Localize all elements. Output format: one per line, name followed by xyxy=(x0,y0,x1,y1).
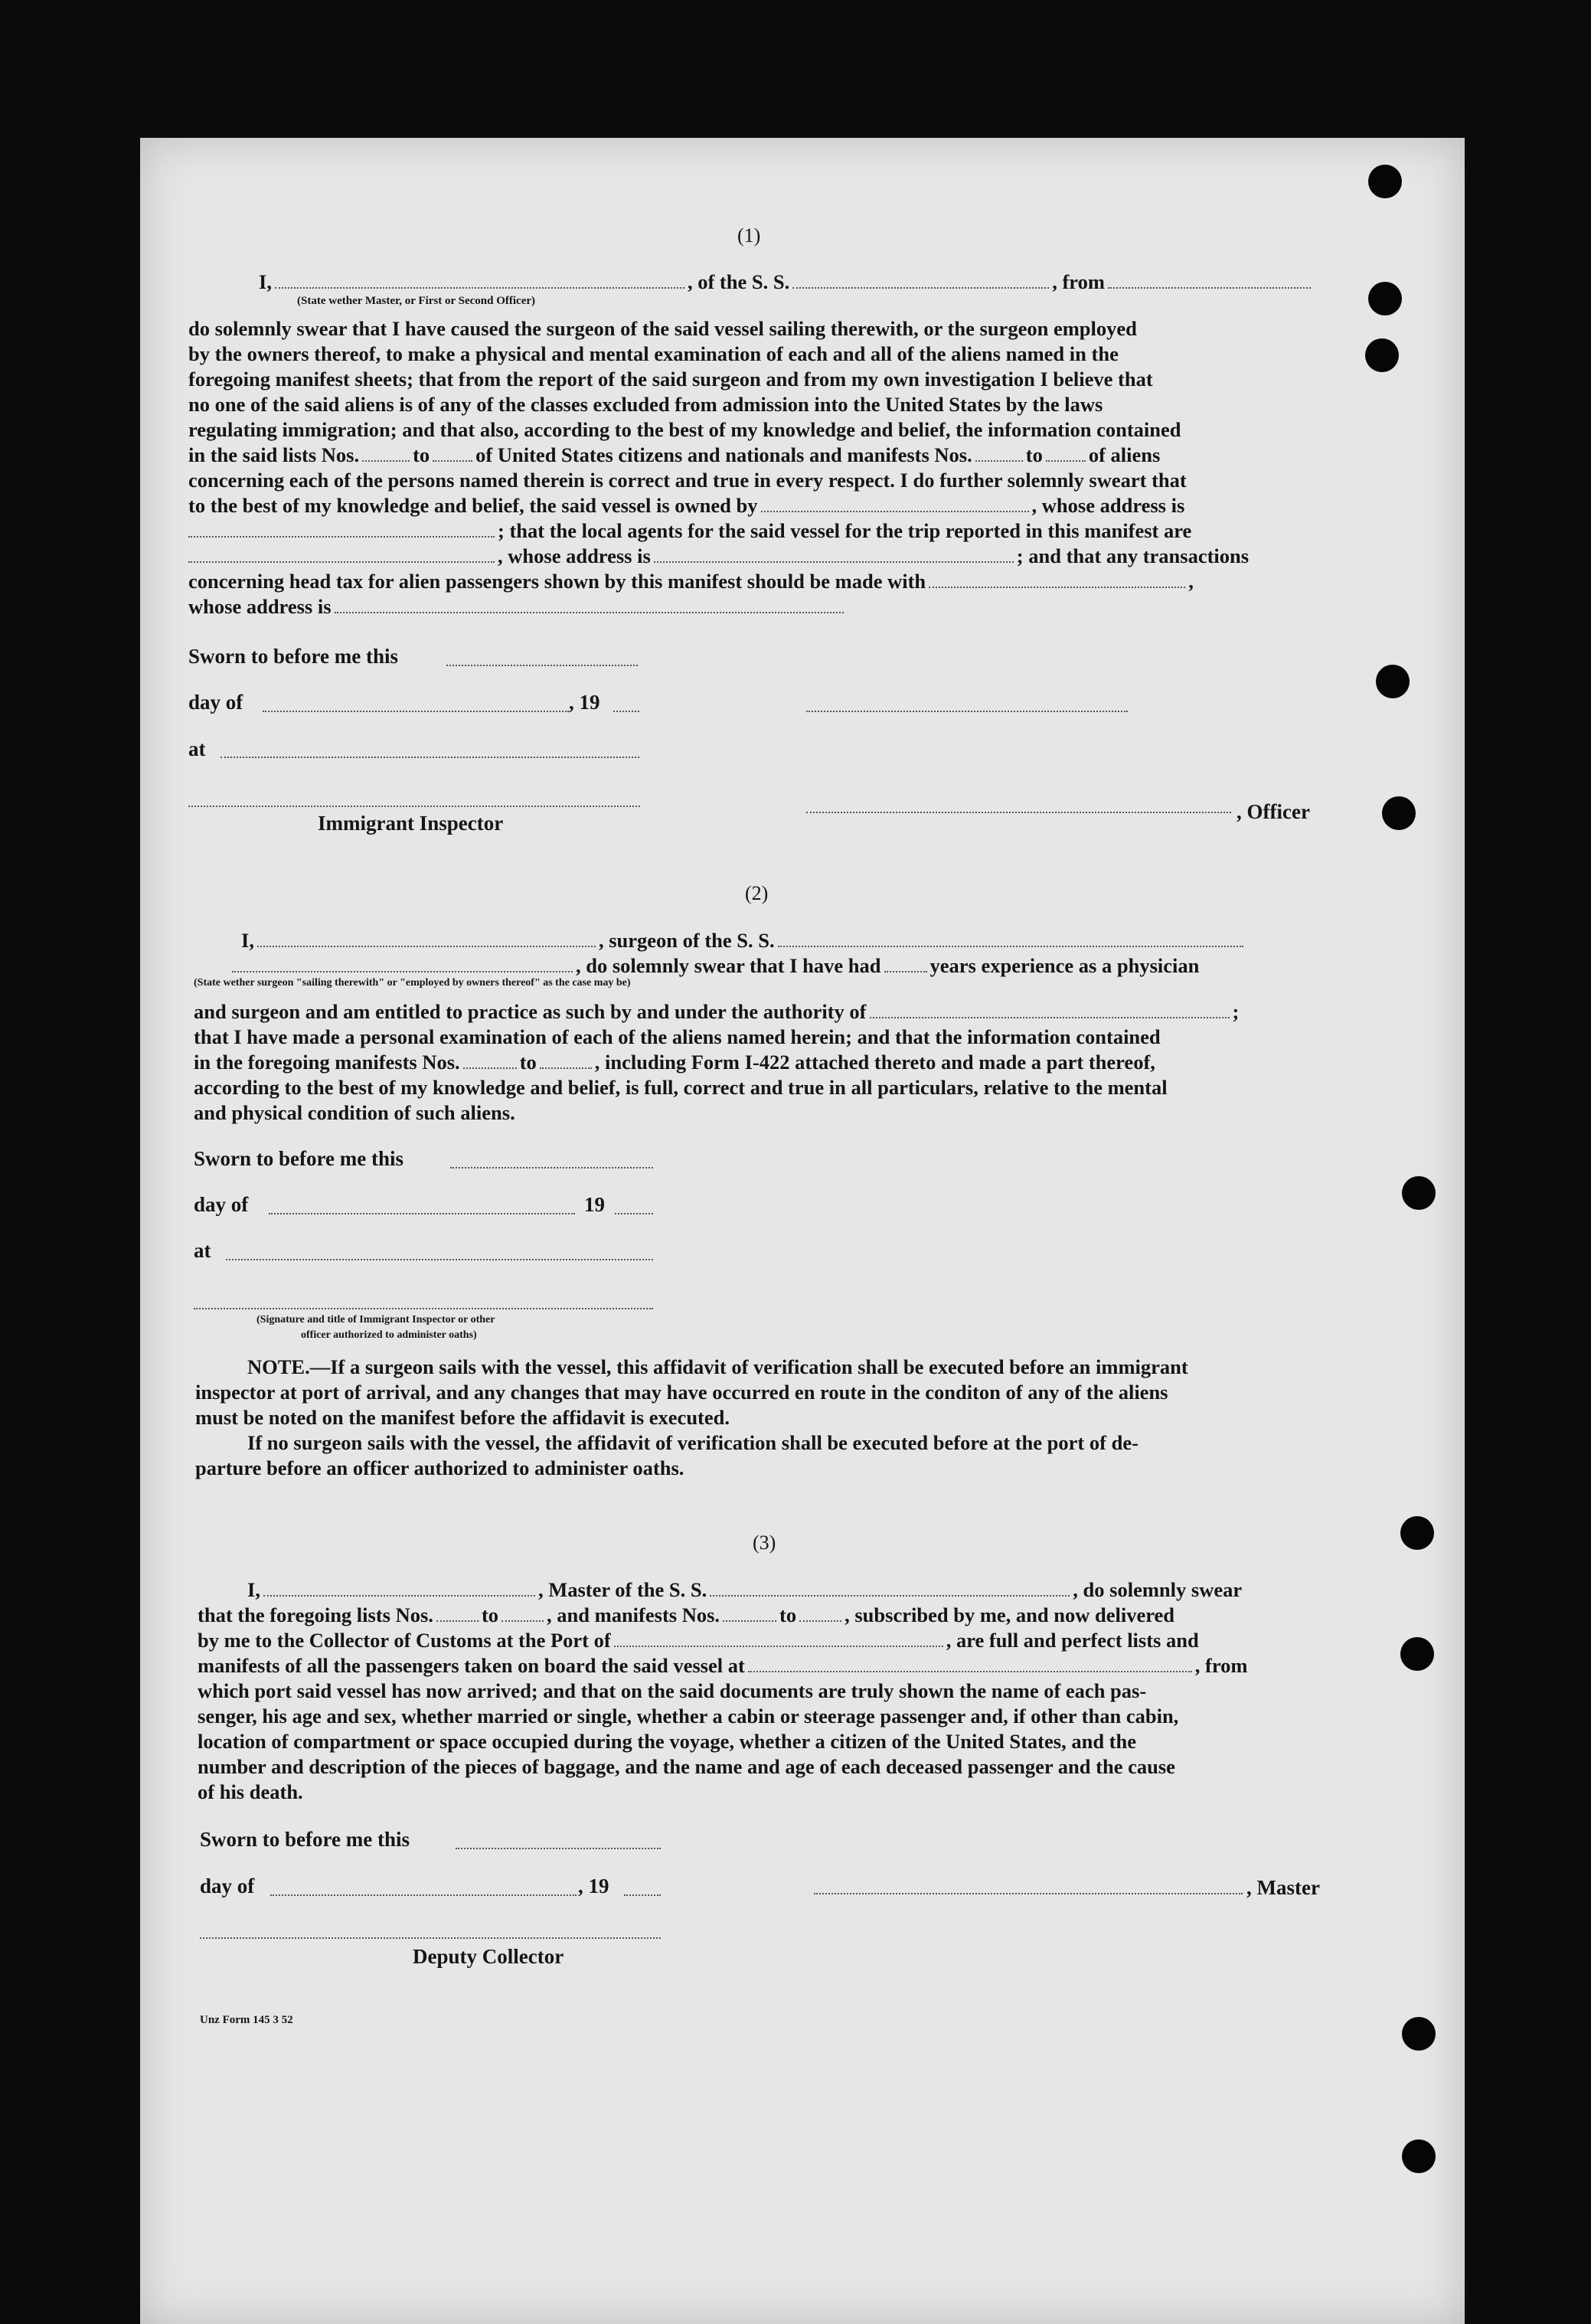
s1-year-line xyxy=(613,711,639,712)
s3-para-line: by me to the Collector of Customs at the Port of , are full and perfect lists and xyxy=(198,1629,1199,1652)
s2-sworn-line xyxy=(450,1167,653,1169)
s1-officer-label: , Officer xyxy=(1237,800,1310,823)
s1-line1: I, , of the S. S. , from xyxy=(259,272,1314,293)
s1-inspector-sign-line xyxy=(188,806,640,807)
s1-dayof-label: day of xyxy=(188,691,243,714)
s3-deputy-sign-line xyxy=(200,1937,661,1939)
punch-hole xyxy=(1402,2139,1436,2173)
punch-hole xyxy=(1402,1176,1436,1210)
s3-para-line: location of compartment or space occupied during the voyage, whether a citizen of the United States, and the xyxy=(198,1730,1137,1753)
s1-para-line: to the best of my knowledge and belief, the said vessel is owned by , whose address is xyxy=(188,494,1185,517)
s2-note-line: parture before an officer authorized to administer oaths. xyxy=(195,1456,684,1479)
s2-year-label: 19 xyxy=(584,1193,605,1216)
s1-para-line: ; that the local agents for the said vessel for the trip reported in this manifest are xyxy=(188,521,1191,541)
s3-dayof-line xyxy=(270,1894,577,1896)
s1-para-line: foregoing manifest sheets; that from the report of the said surgeon and from my own investigation I believe that xyxy=(188,368,1153,391)
s2-dayof-label: day of xyxy=(194,1193,249,1216)
s2-signature-line xyxy=(194,1308,653,1309)
s3-para-line: manifests of all the passengers taken on board the said vessel at , from xyxy=(198,1654,1248,1677)
punch-hole xyxy=(1368,282,1402,315)
s1-para-line: regulating immigration; and that also, according to the best of my knowledge and belief, the information contained xyxy=(188,418,1181,441)
s2-para-line: and surgeon and am entitled to practice as such by and under the authority of ; xyxy=(194,1000,1240,1023)
s1-line1-note: (State wether Master, or First or Second Officer) xyxy=(297,295,536,307)
punch-hole xyxy=(1365,338,1399,372)
s3-year-label: , 19 xyxy=(578,1875,609,1897)
punch-hole xyxy=(1382,796,1416,830)
s2-note-line: NOTE.—If a surgeon sails with the vessel, this affidavit of verification shall be executed before an immigrant xyxy=(247,1355,1188,1378)
punch-hole xyxy=(1368,165,1402,198)
s2-para-line: and physical condition of such aliens. xyxy=(194,1101,515,1124)
s1-para-line: whose address is xyxy=(188,597,847,617)
s3-year-line xyxy=(624,1894,661,1896)
s3-para-line: of his death. xyxy=(198,1780,303,1803)
s1-inspector-label: Immigrant Inspector xyxy=(318,812,504,835)
s2-para-line: according to the best of my knowledge and belief, is full, correct and true in all particulars, relative to the mental xyxy=(194,1076,1168,1099)
s3-line1: I, , Master of the S. S. , do solemnly swear xyxy=(247,1578,1243,1601)
s2-sworn-label: Sworn to before me this xyxy=(194,1147,403,1170)
s3-sworn-line xyxy=(456,1848,661,1849)
s2-note-line: If no surgeon sails with the vessel, the affidavit of verification shall be executed before at the port of de- xyxy=(247,1431,1139,1454)
s2-para-line: that I have made a personal examination of each of the aliens named herein; and that the information contained xyxy=(194,1025,1161,1048)
s3-deputy-label: Deputy Collector xyxy=(413,1945,564,1968)
s2-signature-caption-2: officer authorized to administer oaths) xyxy=(301,1329,477,1341)
s1-at-line xyxy=(221,757,639,758)
section-2-number: (2) xyxy=(745,882,769,904)
s1-para-line: no one of the said aliens is of any of the classes excluded from admission into the United States by the laws xyxy=(188,393,1103,416)
s1-at-label: at xyxy=(188,737,206,760)
s1-para-line: do solemnly swear that I have caused the surgeon of the said vessel sailing therewith, or the surgeon employed xyxy=(188,317,1137,340)
s3-para-line: senger, his age and sex, whether married or single, whether a cabin or steerage passenger and, if other than cabin, xyxy=(198,1705,1179,1727)
punch-hole xyxy=(1400,1637,1434,1671)
s2-para-line: in the foregoing manifests Nos. to , including Form I-422 attached thereto and made a part thereof, xyxy=(194,1051,1155,1074)
s3-dayof-label: day of xyxy=(200,1875,255,1897)
s3-para-line: which port said vessel has now arrived; and that on the said documents are truly shown the name of each pas- xyxy=(198,1679,1147,1702)
s1-para-line: in the said lists Nos. to of United States citizens and nationals and manifests Nos. to of aliens xyxy=(188,443,1161,466)
s1-para-line: concerning each of the persons named therein is correct and true in every respect. I do further solemnly sweart that xyxy=(188,469,1187,492)
s2-line2: , do solemnly swear that I have had years experience as a physician xyxy=(232,956,1199,976)
s1-sworn-label: Sworn to before me this xyxy=(188,645,398,668)
s2-note-line: must be noted on the manifest before the affidavit is executed. xyxy=(195,1406,730,1429)
s2-signature-caption-1: (Signature and title of Immigrant Inspector or other xyxy=(256,1314,495,1325)
s2-at-label: at xyxy=(194,1239,211,1262)
punch-hole xyxy=(1376,665,1410,698)
manifest-verification-page xyxy=(140,138,1465,2324)
s1-dayof-line xyxy=(263,711,569,712)
s1-year-label: , 19 xyxy=(569,691,600,714)
s2-line1: I, , surgeon of the S. S. xyxy=(241,930,1246,951)
section-3-number: (3) xyxy=(753,1531,776,1554)
punch-hole xyxy=(1400,1516,1434,1550)
s3-para-line: that the foregoing lists Nos. to , and manifests Nos. to , subscribed by me, and now delivered xyxy=(198,1603,1175,1626)
s2-year-line xyxy=(615,1213,653,1214)
s1-para-line: concerning head tax for alien passengers shown by this manifest should be made with , xyxy=(188,570,1194,593)
s3-master-line xyxy=(814,1893,1243,1894)
s2-dayof-line xyxy=(269,1213,575,1214)
section-1-number: (1) xyxy=(737,224,761,247)
s2-note-line: inspector at port of arrival, and any changes that may have occurred en route in the conditon of any of the aliens xyxy=(195,1381,1168,1404)
s1-para-line: , whose address is ; and that any transactions xyxy=(188,546,1249,567)
s2-note: (State wether surgeon "sailing therewith" or "employed by owners thereof" as the case may be) xyxy=(194,977,631,989)
form-number: Unz Form 145 3 52 xyxy=(200,2014,293,2026)
s1-sworn-line xyxy=(446,665,638,666)
s3-para-line: number and description of the pieces of baggage, and the name and age of each deceased passenger and the cause xyxy=(198,1755,1175,1778)
s1-officer-sign-line-top xyxy=(806,711,1128,712)
s3-sworn-label: Sworn to before me this xyxy=(200,1828,410,1851)
s2-at-line xyxy=(226,1259,653,1260)
s1-para-line: by the owners thereof, to make a physical and mental examination of each and all of the aliens named in the xyxy=(188,342,1119,365)
s1-officer-line xyxy=(806,812,1231,813)
s3-master-label: , Master xyxy=(1246,1876,1320,1899)
punch-hole xyxy=(1402,2017,1436,2051)
